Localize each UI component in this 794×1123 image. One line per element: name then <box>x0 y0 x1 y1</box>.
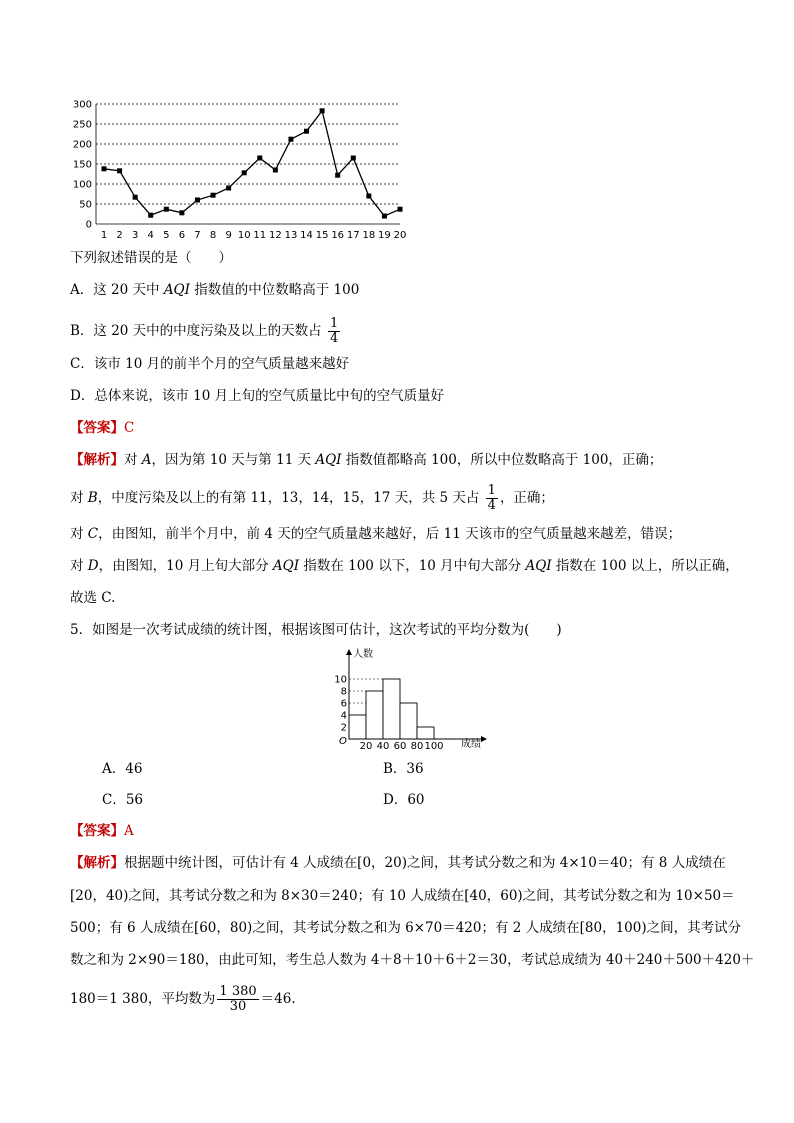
aqi-data-point <box>148 213 153 218</box>
histogram-x-tick-label: 20 <box>359 741 373 752</box>
histogram-y-tick-label: 10 <box>334 674 347 686</box>
aqi-data-point <box>226 186 231 191</box>
aqi-y-tick-label: 150 <box>72 159 92 171</box>
aqi-data-point <box>304 129 309 134</box>
aqi-y-tick-label: 300 <box>72 99 92 111</box>
q4-option-c: C．该市 10 月的前半个月的空气质量越来越好 <box>70 356 350 372</box>
histogram-bar <box>366 691 383 739</box>
aqi-x-tick-label: 17 <box>346 230 360 241</box>
histogram-x-tick-label: 100 <box>424 741 444 752</box>
aqi-data-point <box>257 156 262 161</box>
histogram-x-label: 成绩 <box>461 739 481 750</box>
q5-analysis-line-3: 500；有 6 人成绩在[60，80)之间，其考试分数之和为 6×70＝420；有 2 人成绩在[80，100)之间，其考试分 <box>70 920 742 936</box>
q5-prompt: 5．如图是一次考试成绩的统计图，根据该图可估计，这次考试的平均分数为( ) <box>70 622 562 638</box>
histogram-x-tick-label: 80 <box>410 741 424 752</box>
q4-answer: 【答案】C <box>70 420 135 436</box>
q5-option-b: B．36 <box>383 761 424 777</box>
aqi-x-tick-label: 11 <box>253 230 267 241</box>
q5-option-c: C．56 <box>102 792 144 808</box>
fraction-total-over-count: $\frac{1 380}{30}$ <box>219 984 257 1014</box>
histogram-x-tick-label: 40 <box>376 741 390 752</box>
histogram-bar <box>349 715 366 739</box>
aqi-x-tick-label: 13 <box>284 230 298 241</box>
aqi-data-point <box>164 207 169 212</box>
aqi-x-tick-label: 14 <box>300 230 313 241</box>
aqi-x-tick-label: 12 <box>269 230 282 241</box>
histogram-y-tick-label: 4 <box>340 710 347 722</box>
q4-analysis-line-2: 对 B，中度污染及以上的有第 11，13，14，15，17 天，共 5 天占 $\frac{1}{4}$ ，正确； <box>70 483 554 513</box>
aqi-data-point <box>117 168 122 173</box>
aqi-data-point <box>398 207 403 212</box>
aqi-x-tick-label: 15 <box>315 230 329 241</box>
q4-analysis-line-4: 对 D，由图知，10 月上旬大部分 AQI 指数在 100 以下，10 月中旬大部分 AQI 指数在 100 以上，所以正确， <box>70 558 739 574</box>
q4-option-a: A．这 20 天中 AQI 指数值的中位数略高于 100 <box>70 282 360 298</box>
aqi-x-tick-label: 7 <box>194 230 201 241</box>
histogram-bar <box>383 679 400 739</box>
histogram-y-tick-label: 2 <box>340 722 347 734</box>
aqi-data-point <box>179 210 184 215</box>
histogram-bar <box>400 703 417 739</box>
aqi-line-chart <box>60 96 410 246</box>
aqi-data-point <box>351 156 356 161</box>
aqi-x-tick-label: 10 <box>237 230 251 241</box>
histogram-y-label: 人数 <box>353 649 373 660</box>
aqi-x-tick-label: 8 <box>209 230 217 241</box>
q4-prompt: 下列叙述错误的是（ ） <box>70 250 232 266</box>
aqi-data-point <box>320 108 325 113</box>
aqi-y-tick-label: 200 <box>72 139 92 151</box>
aqi-y-tick-label: 250 <box>72 119 92 131</box>
aqi-y-tick-label: 0 <box>85 219 92 231</box>
histogram-y-tick-label: 6 <box>340 698 347 710</box>
q5-analysis-line-5: 180＝1 380，平均数为 $\frac{1 380}{30}$ ＝46. <box>70 984 296 1014</box>
q5-analysis-line-4: 数之和为 2×90＝180，由此可知，考生总人数为 4＋8＋10＋6＋2＝30，考试总成绩为 40＋240＋500＋420＋ <box>70 952 755 968</box>
histogram-bar <box>417 727 434 739</box>
aqi-x-tick-label: 19 <box>378 230 391 241</box>
aqi-data-point <box>288 137 293 142</box>
aqi-x-tick-label: 9 <box>225 230 232 241</box>
q5-answer: 【答案】A <box>70 823 134 839</box>
q4-option-b: B．这 20 天中的中度污染及以上的天数占 $\frac{1}{4}$ <box>70 316 339 346</box>
aqi-x-tick-label: 20 <box>393 230 407 241</box>
aqi-x-tick-label: 2 <box>116 230 123 241</box>
aqi-data-point <box>366 194 371 199</box>
q5-analysis-line-1: 【解析】根据题中统计图，可估计有 4 人成绩在[0，20)之间，其考试分数之和为 4×10＝40；有 8 人成绩在 <box>70 855 726 871</box>
q5-option-d: D．60 <box>383 792 425 808</box>
aqi-x-tick-label: 18 <box>362 230 376 241</box>
q4-analysis-line-5: 故选 C. <box>70 590 116 606</box>
q5-analysis-line-2: [20，40)之间，其考试分数之和为 8×30＝240；有 10 人成绩在[40，60)之间，其考试分数之和为 10×50＝ <box>70 888 735 904</box>
aqi-x-tick-label: 16 <box>331 230 345 241</box>
aqi-data-point <box>242 170 247 175</box>
score-histogram <box>330 644 495 752</box>
aqi-data-point <box>382 214 387 219</box>
aqi-x-tick-label: 1 <box>100 230 108 241</box>
q4-option-d: D．总体来说，该市 10 月上旬的空气质量比中旬的空气质量好 <box>70 388 445 404</box>
aqi-data-point <box>211 193 216 198</box>
histogram-origin: O <box>339 736 347 747</box>
q4-analysis-line-3: 对 C，由图知，前半个月中，前 4 天的空气质量越来越好，后 11 天该市的空气质量越来越差，错误； <box>70 526 682 542</box>
aqi-x-tick-label: 3 <box>131 230 139 241</box>
aqi-x-tick-label: 6 <box>178 230 186 241</box>
aqi-x-tick-label: 5 <box>163 230 170 241</box>
q5-option-a: A．46 <box>102 761 143 777</box>
aqi-data-point <box>195 198 200 203</box>
aqi-series-line <box>104 111 400 216</box>
aqi-y-tick-label: 50 <box>79 199 92 211</box>
aqi-x-tick-label: 4 <box>147 230 154 241</box>
fraction-one-quarter: $\frac{1}{4}$ <box>329 316 339 346</box>
q4-analysis-line-1: 【解析】对 A，因为第 10 天与第 11 天 AQI 指数值都略高 100，所以中位数略高于 100，正确； <box>70 452 663 468</box>
aqi-data-point <box>102 166 107 171</box>
aqi-data-point <box>273 168 278 173</box>
fraction-one-quarter: $\frac{1}{4}$ <box>487 483 496 513</box>
aqi-data-point <box>335 173 340 178</box>
aqi-y-tick-label: 100 <box>72 179 92 191</box>
histogram-x-tick-label: 60 <box>393 741 407 752</box>
histogram-y-tick-label: 8 <box>340 686 347 698</box>
aqi-data-point <box>133 195 138 200</box>
